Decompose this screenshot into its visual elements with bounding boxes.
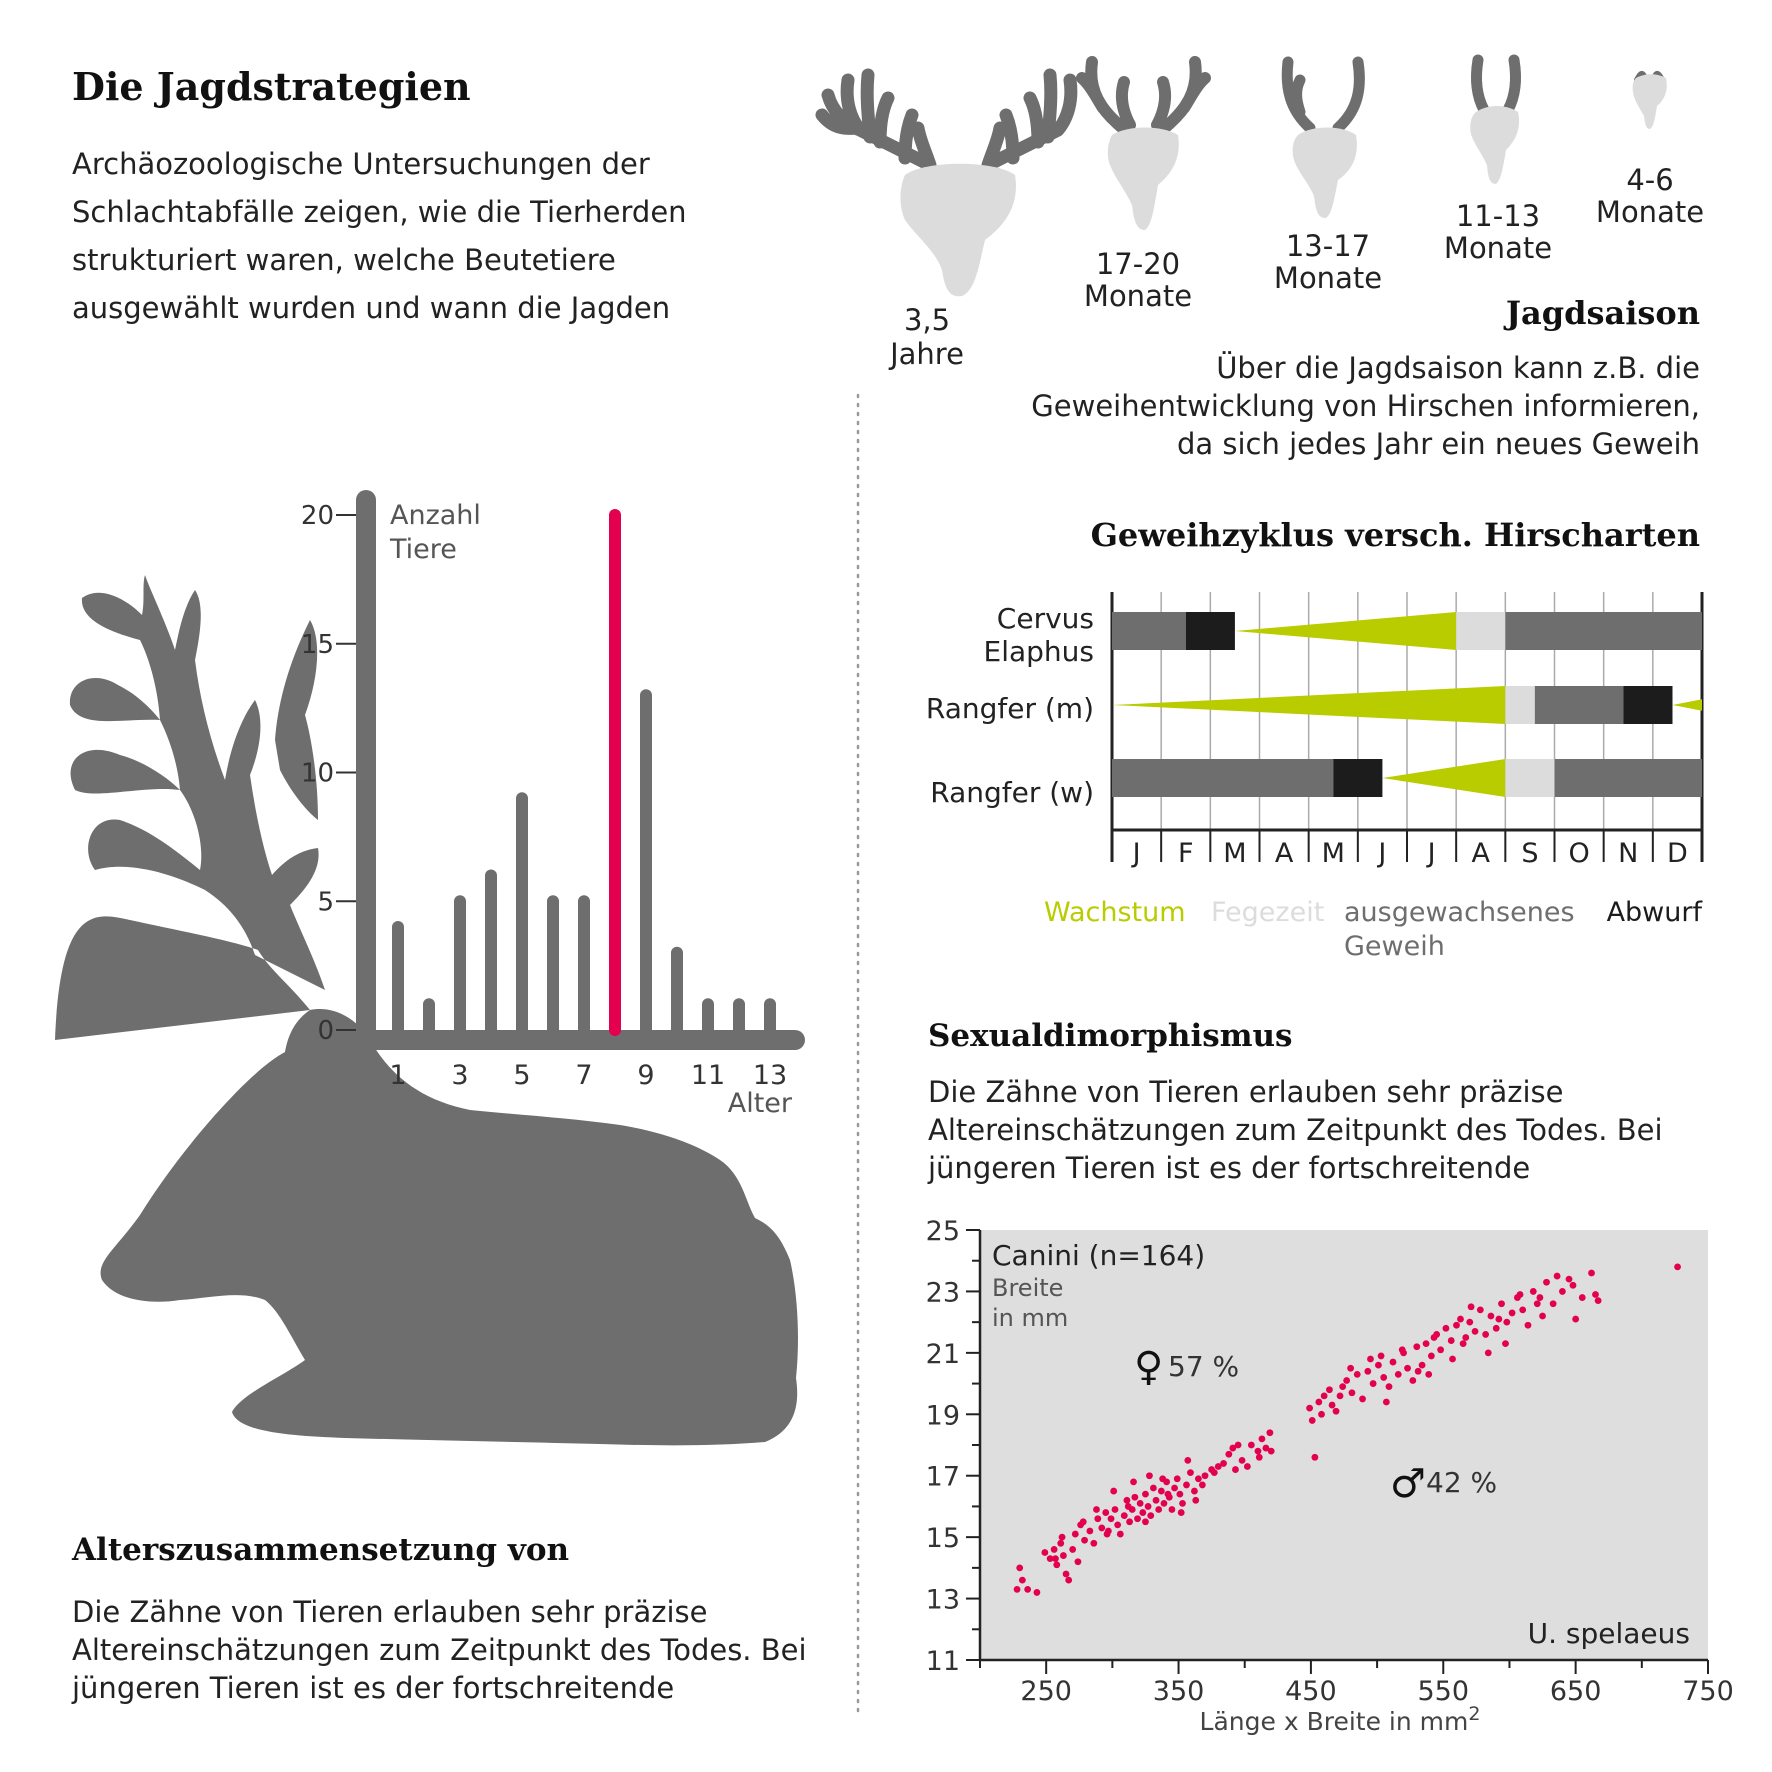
y-tick-label-0: 0 (317, 1016, 334, 1046)
scatter-point (1053, 1561, 1060, 1568)
jagdsaison-line-2: Geweihentwicklung von Hirschen informieren, (1031, 389, 1700, 423)
scatter-point (1102, 1509, 1109, 1516)
scatter-point (1493, 1325, 1500, 1332)
age-section-title: Alterszusammensetzung von (72, 1532, 570, 1568)
scatter-point (1178, 1509, 1185, 1516)
scatter-point (1386, 1383, 1393, 1390)
x-tick-label-13: 13 (752, 1060, 788, 1091)
jagdsaison-text (1031, 351, 1700, 461)
scatter-point (1554, 1273, 1561, 1280)
female-symbol-icon: ♀ (1134, 1344, 1164, 1390)
cycle-segment-wachstum (1382, 759, 1505, 797)
scatter-point (1183, 1482, 1190, 1489)
scatter-point (1174, 1475, 1181, 1482)
scatter-point (1098, 1525, 1105, 1532)
scatter-point (1069, 1546, 1076, 1553)
scatter-point (1595, 1297, 1602, 1304)
row-label-rangfer-m: Rangfer (m) (925, 692, 1094, 725)
scatter-point (1057, 1540, 1064, 1547)
x-tick-label-7: 7 (575, 1060, 593, 1091)
scatter-point (1488, 1313, 1495, 1320)
scatter-point (1075, 1558, 1082, 1565)
scatter-point (1244, 1463, 1251, 1470)
scatter-point (1014, 1586, 1021, 1593)
scatter-point (1572, 1316, 1579, 1323)
jagdsaison-line-3: da sich jedes Jahr ein neues Geweih (1176, 427, 1700, 461)
x-tick-label-9: 9 (637, 1060, 655, 1091)
cycle-legend (1044, 897, 1703, 962)
sex-text-line-1: Die Zähne von Tieren erlauben sehr präzise (928, 1075, 1564, 1109)
scatter-point (1337, 1392, 1344, 1399)
scatter-point (1051, 1546, 1058, 1553)
scatter-point (1498, 1300, 1505, 1307)
scatter-point (1448, 1337, 1455, 1344)
scatter-point (1142, 1518, 1149, 1525)
scatter-point (1165, 1491, 1172, 1498)
intro-line-3: strukturiert waren, welche Beutetiere (72, 243, 616, 277)
scatter-y-tick-label: 17 (925, 1461, 960, 1493)
scatter-ylabel-2: in mm (992, 1304, 1069, 1332)
scatter-point (1431, 1334, 1438, 1341)
scatter-point (1339, 1383, 1346, 1390)
scatter-point (1080, 1518, 1087, 1525)
scatter-point (1482, 1331, 1489, 1338)
cycle-segment-ausgewachsenes-geweih (1535, 686, 1624, 724)
scatter-point (1139, 1509, 1146, 1516)
scatter-point (1462, 1334, 1469, 1341)
scatter-point (1460, 1340, 1467, 1347)
scatter-point (1519, 1306, 1526, 1313)
scatter-point (1187, 1469, 1194, 1476)
deer-skull-17-20-monate (1082, 62, 1205, 230)
scatter-point (1137, 1500, 1144, 1507)
scatter-point (1171, 1485, 1178, 1492)
month-label: F (1177, 838, 1194, 869)
scatter-point (1534, 1300, 1541, 1307)
jagdsaison-title: Jagdsaison (1505, 294, 1700, 332)
scatter-point (1380, 1374, 1387, 1381)
scatter-point (1423, 1340, 1430, 1347)
scatter-point (1142, 1491, 1149, 1498)
scatter-point (1081, 1537, 1088, 1544)
row-label-cervus-2: Elaphus (983, 635, 1094, 668)
scatter-point (1364, 1368, 1371, 1375)
scatter-point (1065, 1577, 1072, 1584)
scatter-point (1072, 1531, 1079, 1538)
scatter-point (1333, 1408, 1340, 1415)
scatter-point (1199, 1482, 1206, 1489)
scatter-point (1041, 1549, 1048, 1556)
scatter-x-tick-label: 750 (1682, 1676, 1734, 1707)
scatter-point (1539, 1313, 1546, 1320)
scatter-point (1329, 1402, 1336, 1409)
scatter-point (1059, 1534, 1066, 1541)
legend-ausgewachsen-1: ausgewachsenes (1344, 897, 1575, 928)
scatter-point (1158, 1488, 1165, 1495)
scatter-point (1019, 1577, 1026, 1584)
scatter-point (1359, 1396, 1366, 1403)
age-text-line-2: Altereinschätzungen zum Zeitpunkt des Todes. Bei (72, 1633, 807, 1667)
scatter-y-tick-label: 25 (925, 1216, 960, 1247)
scatter-point (1468, 1303, 1475, 1310)
scatter-x-tick-label: 250 (1020, 1676, 1072, 1707)
scatter-point (1063, 1571, 1070, 1578)
scatter-point (1153, 1497, 1160, 1504)
scatter-point (1268, 1448, 1275, 1455)
scatter-y-tick-label: 23 (925, 1277, 960, 1309)
sex-text-line-3: jüngeren Tieren ist es der fortschreitende (928, 1151, 1531, 1185)
sex-section-title: Sexualdimorphismus (928, 1018, 1293, 1054)
month-label: A (1471, 838, 1490, 869)
legend-fegezeit: Fegezeit (1211, 897, 1325, 928)
month-label: D (1667, 838, 1688, 869)
sex-text-line-2: Altereinschätzungen zum Zeitpunkt des Todes. Bei (928, 1113, 1663, 1147)
scatter-point (1169, 1506, 1176, 1513)
scatter-point (1256, 1454, 1263, 1461)
scatter-point (1110, 1488, 1117, 1495)
scatter-y-tick-label: 15 (925, 1523, 960, 1555)
x-tick-label-3: 3 (451, 1060, 469, 1091)
scatter-point (1472, 1328, 1479, 1335)
scatter-y-tick-label: 19 (925, 1400, 960, 1432)
scatter-point (1375, 1362, 1382, 1369)
scatter-point (1114, 1521, 1121, 1528)
scatter-point (1543, 1279, 1550, 1286)
scatter-point (1566, 1276, 1573, 1283)
row-label-cervus-1: Cervus (996, 602, 1094, 635)
female-percent: 57 % (1168, 1350, 1240, 1383)
scatter-point (1349, 1389, 1356, 1396)
scatter-point (1159, 1475, 1166, 1482)
scatter-x-tick-label: 550 (1417, 1676, 1470, 1707)
scatter-title: Canini (n=164) (992, 1239, 1206, 1272)
cycle-segment-fegezeit (1505, 686, 1535, 724)
x-tick-label-5: 5 (513, 1060, 531, 1091)
intro-line-4: ausgewählt wurden und wann die Jagden (72, 291, 671, 325)
scatter-point (1191, 1488, 1198, 1495)
scatter-point (1124, 1497, 1131, 1504)
scatter-point (1060, 1552, 1067, 1559)
scatter-point (1090, 1540, 1097, 1547)
scatter-point (1195, 1475, 1202, 1482)
scatter-point (1536, 1294, 1543, 1301)
scatter-y-tick-label: 21 (925, 1338, 960, 1370)
scatter-point (1588, 1270, 1595, 1277)
scatter-point (1592, 1291, 1599, 1298)
stage-1-label-line2: Jahre (890, 337, 964, 371)
scatter-x-tick-label: 450 (1285, 1676, 1337, 1707)
stage-5-label-line1: 4-6 (1626, 163, 1674, 197)
scatter-point (1495, 1316, 1502, 1323)
scatter-point (1311, 1454, 1318, 1461)
scatter-point (1259, 1435, 1266, 1442)
age-bar-chart (301, 500, 795, 1119)
scatter-point (1125, 1503, 1132, 1510)
age-section-text (71, 1595, 807, 1705)
deer-skull-11-13-monate (1470, 60, 1519, 184)
legend-ausgewachsen-2: Geweih (1344, 931, 1445, 962)
scatter-point (1404, 1365, 1411, 1372)
scatter-point (1108, 1515, 1115, 1522)
scatter-point (1674, 1263, 1681, 1270)
scatter-point (1415, 1368, 1422, 1375)
stage-5-label-line2: Monate (1595, 195, 1705, 229)
stage-1-label-line1: 3,5 (903, 303, 951, 337)
antler-cycle-chart (926, 592, 1702, 869)
cycle-segment-fegezeit (1456, 612, 1505, 650)
scatter-point (1378, 1353, 1385, 1360)
scatter-point (1559, 1288, 1566, 1295)
scatter-point (1509, 1310, 1516, 1317)
scatter-point (1570, 1282, 1577, 1289)
month-label: O (1568, 838, 1590, 869)
cycle-segment-wachstum (1673, 699, 1703, 710)
canini-scatter-plot (926, 1216, 1734, 1736)
scatter-point (1530, 1288, 1537, 1295)
scatter-point (1425, 1371, 1432, 1378)
stage-3-label-line1: 13-17 (1285, 229, 1371, 263)
scatter-point (1150, 1485, 1157, 1492)
scatter-point (1117, 1531, 1124, 1538)
intro-line-1: Archäozoologische Untersuchungen der (72, 147, 650, 181)
scatter-point (1477, 1306, 1484, 1313)
legend-abwurf: Abwurf (1606, 897, 1702, 928)
scatter-point (1211, 1469, 1218, 1476)
scatter-point (1419, 1362, 1426, 1369)
scatter-xlabel-sup: 2 (1468, 1703, 1481, 1725)
scatter-point (1306, 1405, 1313, 1412)
stage-2-label-line2: Monate (1083, 279, 1193, 313)
scatter-point (1428, 1353, 1435, 1360)
scatter-point (1192, 1497, 1199, 1504)
y-tick-label-10: 10 (300, 758, 334, 789)
row-label-rangfer-w: Rangfer (w) (930, 776, 1094, 809)
stage-2-label-line1: 17-20 (1095, 247, 1181, 281)
scatter-point (1343, 1377, 1350, 1384)
scatter-point (1093, 1506, 1100, 1513)
scatter-point (1266, 1429, 1273, 1436)
scatter-point (1104, 1531, 1111, 1538)
scatter-point (1232, 1466, 1239, 1473)
scatter-point (1395, 1371, 1402, 1378)
scatter-point (1255, 1448, 1262, 1455)
male-percent: 42 % (1426, 1466, 1498, 1499)
scatter-point (1367, 1356, 1374, 1363)
scatter-point (1130, 1478, 1137, 1485)
x-tick-label-1: 1 (389, 1060, 407, 1091)
y-tick-label-20: 20 (300, 501, 334, 531)
y-tick-label-5: 5 (317, 887, 334, 918)
scatter-ylabel-1: Breite (992, 1274, 1064, 1302)
scatter-point (1034, 1589, 1041, 1596)
scatter-point (1453, 1322, 1460, 1329)
scatter-point (1248, 1442, 1255, 1449)
scatter-point (1449, 1356, 1456, 1363)
scatter-y-tick-label: 11 (925, 1646, 960, 1677)
age-text-line-1: Die Zähne von Tieren erlauben sehr präzise (72, 1595, 708, 1629)
scatter-species-label: U. spelaeus (1527, 1617, 1690, 1650)
scatter-point (1146, 1472, 1153, 1479)
scatter-x-tick-label: 350 (1152, 1676, 1205, 1707)
scatter-point (1466, 1319, 1473, 1326)
scatter-point (1409, 1377, 1416, 1384)
scatter-point (1437, 1346, 1444, 1353)
scatter-point (1503, 1319, 1510, 1326)
month-label: N (1618, 838, 1639, 869)
scatter-point (1112, 1506, 1119, 1513)
scatter-point (1399, 1346, 1406, 1353)
scatter-point (1220, 1460, 1227, 1467)
scatter-point (1309, 1417, 1316, 1424)
legend-wachstum: Wachstum (1044, 897, 1186, 928)
month-label: M (1223, 838, 1247, 869)
scatter-x-tick-label: 650 (1549, 1676, 1602, 1707)
deer-skull-13-17-monate (1287, 62, 1359, 218)
scatter-xlabel (1200, 1703, 1481, 1736)
scatter-point (1134, 1515, 1141, 1522)
month-label: A (1274, 838, 1294, 869)
scatter-point (1550, 1300, 1557, 1307)
scatter-xlabel-text: Länge x Breite in mm (1199, 1707, 1469, 1736)
scatter-point (1179, 1500, 1186, 1507)
scatter-point (1485, 1349, 1492, 1356)
cycle-segment-ausgewachsenes-geweih (1112, 612, 1186, 650)
deer-skull-4-6-monate (1633, 74, 1667, 129)
scatter-point (1126, 1518, 1133, 1525)
cycle-segment-ausgewachsenes-geweih (1555, 759, 1703, 797)
scatter-point (1145, 1503, 1152, 1510)
scatter-point (1016, 1564, 1023, 1571)
x-tick-label-11: 11 (690, 1060, 726, 1091)
cycle-segment-abwurf (1333, 759, 1382, 797)
scatter-point (1318, 1411, 1325, 1418)
scatter-point (1024, 1586, 1031, 1593)
scatter-point (1161, 1500, 1168, 1507)
age-y-axis-label-2: Tiere (390, 534, 457, 565)
scatter-point (1239, 1457, 1246, 1464)
intro-text (72, 147, 687, 325)
scatter-point (1579, 1294, 1586, 1301)
scatter-point (1131, 1494, 1138, 1501)
age-x-tick-labels (389, 1060, 787, 1091)
cycle-segment-abwurf (1186, 612, 1235, 650)
scatter-point (1457, 1316, 1464, 1323)
intro-line-2: Schlachtabfälle zeigen, wie die Tierherden (72, 195, 687, 229)
scatter-point (1147, 1512, 1154, 1519)
cycle-title: Geweihzyklus versch. Hirscharten (1090, 516, 1700, 554)
scatter-point (1121, 1512, 1128, 1519)
stage-4-label-line2: Monate (1443, 231, 1553, 265)
month-label: J (1132, 838, 1141, 869)
sex-section-text (927, 1075, 1663, 1185)
age-text-line-3: jüngeren Tieren ist es der fortschreitende (72, 1671, 675, 1705)
cycle-segment-abwurf (1623, 686, 1672, 724)
scatter-point (1413, 1343, 1420, 1350)
month-label: J (1378, 838, 1387, 869)
y-tick-label-15: 15 (300, 629, 334, 660)
scatter-point (1443, 1325, 1450, 1332)
scatter-point (1370, 1380, 1377, 1387)
cycle-segment-ausgewachsenes-geweih (1112, 759, 1333, 797)
deer-skull-3-5-jahre (822, 75, 1071, 296)
scatter-point (1390, 1359, 1397, 1366)
cycle-segment-ausgewachsenes-geweih (1505, 612, 1702, 650)
scatter-point (1176, 1491, 1183, 1498)
age-y-axis-label-1: Anzahl (390, 500, 481, 531)
age-bars (398, 515, 770, 1030)
cycle-segment-wachstum (1235, 612, 1456, 650)
stage-3-label-line2: Monate (1273, 261, 1383, 295)
scatter-point (1321, 1392, 1328, 1399)
month-label: J (1427, 838, 1436, 869)
scatter-point (1225, 1451, 1232, 1458)
scatter-point (1525, 1322, 1532, 1329)
scatter-point (1052, 1555, 1059, 1562)
scatter-point (1155, 1506, 1162, 1513)
scatter-point (1347, 1365, 1354, 1372)
scatter-point (1383, 1399, 1390, 1406)
cycle-segment-fegezeit (1505, 759, 1554, 797)
scatter-point (1094, 1515, 1101, 1522)
month-label: M (1321, 838, 1345, 869)
month-label: S (1521, 838, 1539, 869)
stage-4-label-line1: 11-13 (1455, 199, 1541, 233)
scatter-point (1202, 1472, 1209, 1479)
scatter-point (1315, 1399, 1322, 1406)
male-symbol-icon: ♂ (1390, 1461, 1426, 1507)
scatter-point (1354, 1371, 1361, 1378)
scatter-point (1502, 1340, 1509, 1347)
scatter-y-tick-label: 13 (925, 1584, 960, 1616)
main-title: Die Jagdstrategien (72, 64, 471, 109)
scatter-point (1326, 1386, 1333, 1393)
scatter-point (1517, 1291, 1524, 1298)
age-x-axis-label: Alter (727, 1088, 792, 1119)
scatter-point (1184, 1457, 1191, 1464)
jagdsaison-line-1: Über die Jagdsaison kann z.B. die (1216, 351, 1700, 385)
scatter-point (1086, 1528, 1093, 1535)
scatter-point (1229, 1445, 1236, 1452)
